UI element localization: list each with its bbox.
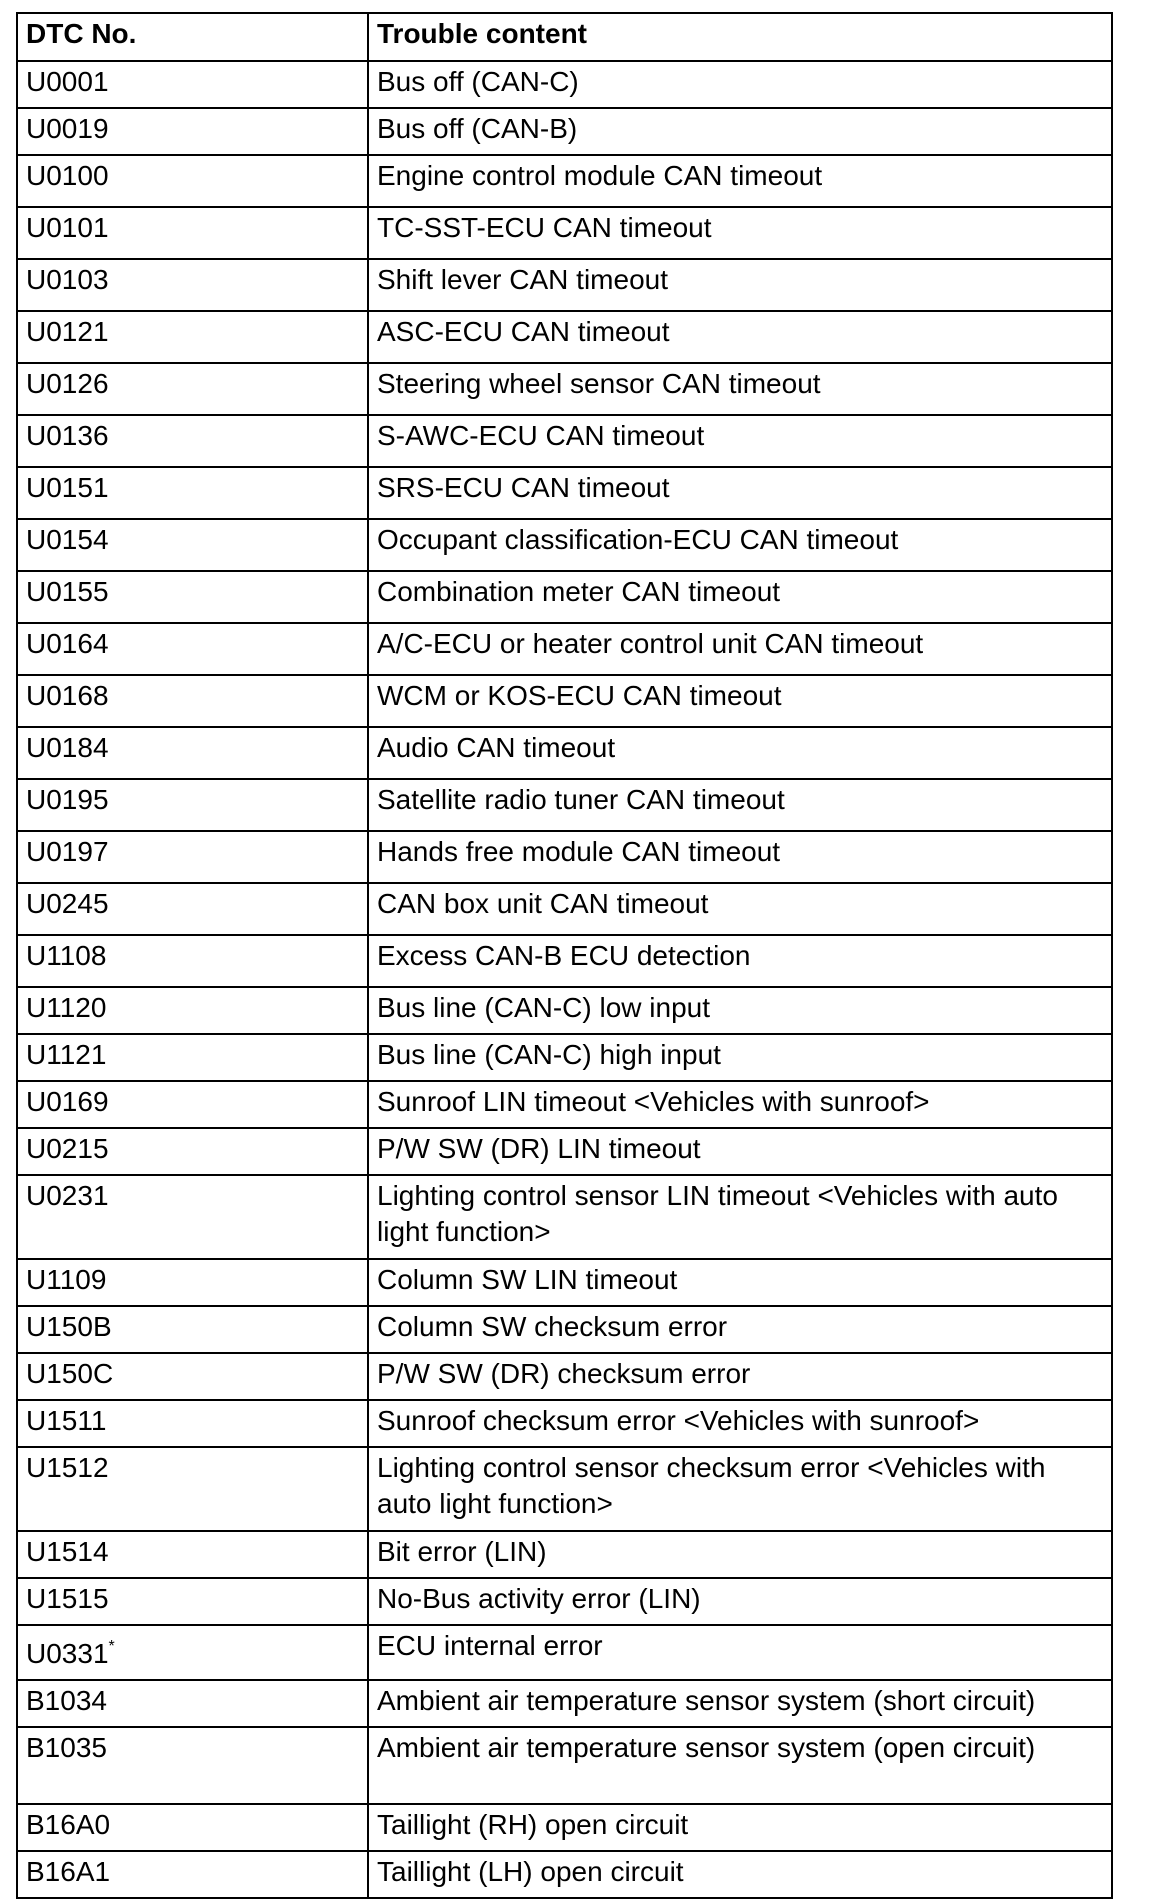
dtc-code-cell	[17, 935, 368, 987]
trouble-content-cell: ECU internal error	[368, 1625, 1112, 1680]
trouble-content-cell: TC-SST-ECU CAN timeout	[368, 207, 1112, 259]
trouble-content-cell: S-AWC-ECU CAN timeout	[368, 415, 1112, 467]
trouble-content-cell: Steering wheel sensor CAN timeout	[368, 363, 1112, 415]
dtc-code-cell	[17, 259, 368, 311]
table-row	[17, 1625, 1112, 1680]
trouble-content-cell: Ambient air temperature sensor system (short circuit)	[368, 1680, 1112, 1727]
dtc-code-cell	[17, 1306, 368, 1353]
dtc-code: U0331	[26, 1638, 109, 1669]
table-row	[17, 1851, 1112, 1898]
trouble-content-cell: Bus off (CAN-B)	[368, 108, 1112, 155]
trouble-content-cell: Bus line (CAN-C) high input	[368, 1034, 1112, 1081]
trouble-content-cell: Sunroof checksum error <Vehicles with sunroof>	[368, 1400, 1112, 1447]
trouble-content-cell: A/C-ECU or heater control unit CAN timeout	[368, 623, 1112, 675]
trouble-content-cell: Column SW LIN timeout	[368, 1259, 1112, 1306]
trouble-content-cell: Bus off (CAN-C)	[368, 61, 1112, 108]
dtc-code-cell	[17, 1680, 368, 1727]
trouble-content-cell: SRS-ECU CAN timeout	[368, 467, 1112, 519]
table-row	[17, 1680, 1112, 1727]
dtc-code: U0168	[26, 680, 109, 711]
trouble-content-cell: Excess CAN-B ECU detection	[368, 935, 1112, 987]
dtc-code-cell	[17, 987, 368, 1034]
table-row	[17, 987, 1112, 1034]
dtc-code-cell	[17, 675, 368, 727]
trouble-content-cell: CAN box unit CAN timeout	[368, 883, 1112, 935]
trouble-content-cell: Engine control module CAN timeout	[368, 155, 1112, 207]
dtc-code-cell	[17, 415, 368, 467]
dtc-code-cell	[17, 883, 368, 935]
trouble-content-cell: No-Bus activity error (LIN)	[368, 1578, 1112, 1625]
trouble-content-cell: Column SW checksum error	[368, 1306, 1112, 1353]
dtc-code: B1035	[26, 1732, 107, 1763]
dtc-code: U0019	[26, 113, 109, 144]
dtc-code: B16A0	[26, 1809, 111, 1840]
table-row	[17, 1259, 1112, 1306]
dtc-code-cell	[17, 623, 368, 675]
trouble-content-cell: Bus line (CAN-C) low input	[368, 987, 1112, 1034]
dtc-code: U0100	[26, 160, 109, 191]
dtc-code-cell	[17, 1531, 368, 1578]
dtc-code: U0121	[26, 316, 109, 347]
table-row	[17, 1727, 1112, 1804]
table-row	[17, 467, 1112, 519]
dtc-code: U150C	[26, 1358, 114, 1389]
table-body	[17, 61, 1112, 1898]
table-row	[17, 259, 1112, 311]
dtc-code: U1514	[26, 1536, 109, 1567]
dtc-code-cell	[17, 1851, 368, 1898]
dtc-code: U0215	[26, 1133, 109, 1164]
dtc-code: U1515	[26, 1583, 109, 1614]
dtc-code-cell	[17, 1447, 368, 1531]
trouble-content-cell: Lighting control sensor LIN timeout <Vehicles with auto light function>	[368, 1175, 1112, 1259]
table-row	[17, 155, 1112, 207]
table-row	[17, 363, 1112, 415]
trouble-content-cell: P/W SW (DR) LIN timeout	[368, 1128, 1112, 1175]
dtc-code: U0184	[26, 732, 109, 763]
dtc-code: U1108	[26, 940, 107, 971]
trouble-content-cell: Taillight (RH) open circuit	[368, 1804, 1112, 1851]
table-row	[17, 519, 1112, 571]
table-row	[17, 831, 1112, 883]
dtc-code-cell	[17, 1804, 368, 1851]
table-row	[17, 1447, 1112, 1531]
dtc-code: U150B	[26, 1311, 112, 1342]
table-row	[17, 1306, 1112, 1353]
trouble-content-cell: Shift lever CAN timeout	[368, 259, 1112, 311]
dtc-code: U0197	[26, 836, 109, 867]
trouble-content-cell: Hands free module CAN timeout	[368, 831, 1112, 883]
dtc-code-cell	[17, 155, 368, 207]
header-dtc-no: DTC No.	[17, 13, 368, 61]
dtc-code-cell	[17, 1400, 368, 1447]
dtc-code: U1511	[26, 1405, 107, 1436]
dtc-code-cell	[17, 1128, 368, 1175]
dtc-code-cell	[17, 1034, 368, 1081]
dtc-code-cell	[17, 311, 368, 363]
table-header-row	[17, 13, 1112, 61]
dtc-table-container	[16, 12, 1111, 1899]
dtc-code-cell	[17, 1578, 368, 1625]
trouble-content-cell: Bit error (LIN)	[368, 1531, 1112, 1578]
table-row	[17, 207, 1112, 259]
table-row	[17, 1531, 1112, 1578]
table-row	[17, 779, 1112, 831]
dtc-code-cell	[17, 363, 368, 415]
dtc-code: U0103	[26, 264, 109, 295]
table-row	[17, 1034, 1112, 1081]
dtc-code: U1121	[26, 1039, 107, 1070]
dtc-code: B1034	[26, 1685, 107, 1716]
dtc-code: U0151	[26, 472, 109, 503]
dtc-code: U0001	[26, 66, 109, 97]
dtc-code: U0136	[26, 420, 109, 451]
trouble-content-cell: P/W SW (DR) checksum error	[368, 1353, 1112, 1400]
dtc-code: U0245	[26, 888, 109, 919]
dtc-code: U0169	[26, 1086, 109, 1117]
dtc-code: U0154	[26, 524, 109, 555]
table-row	[17, 1804, 1112, 1851]
dtc-code-cell	[17, 467, 368, 519]
dtc-code: U0195	[26, 784, 109, 815]
table-row	[17, 883, 1112, 935]
dtc-code: U0101	[26, 212, 109, 243]
dtc-code-cell	[17, 779, 368, 831]
dtc-code-cell	[17, 1353, 368, 1400]
dtc-code: U0164	[26, 628, 109, 659]
table-row	[17, 1081, 1112, 1128]
trouble-content-cell: Lighting control sensor checksum error <Vehicles with auto light function>	[368, 1447, 1112, 1531]
dtc-code-cell	[17, 831, 368, 883]
table-row	[17, 415, 1112, 467]
dtc-code-cell	[17, 108, 368, 155]
trouble-content-cell: ASC-ECU CAN timeout	[368, 311, 1112, 363]
trouble-content-cell: Audio CAN timeout	[368, 727, 1112, 779]
dtc-code-cell	[17, 1625, 368, 1680]
trouble-content-cell: WCM or KOS-ECU CAN timeout	[368, 675, 1112, 727]
trouble-content-cell: Ambient air temperature sensor system (open circuit)	[368, 1727, 1112, 1804]
table-row	[17, 675, 1112, 727]
trouble-content-cell: Combination meter CAN timeout	[368, 571, 1112, 623]
dtc-code-cell	[17, 1727, 368, 1804]
table-row	[17, 1353, 1112, 1400]
dtc-code: U0126	[26, 368, 109, 399]
table-row	[17, 727, 1112, 779]
trouble-content-cell: Occupant classification-ECU CAN timeout	[368, 519, 1112, 571]
table-row	[17, 571, 1112, 623]
dtc-code: U1512	[26, 1452, 109, 1483]
dtc-code: U0231	[26, 1180, 109, 1211]
header-trouble-content: Trouble content	[368, 13, 1112, 61]
table-row	[17, 1175, 1112, 1259]
table-row	[17, 61, 1112, 108]
dtc-code-cell	[17, 1259, 368, 1306]
dtc-code: U1109	[26, 1264, 107, 1295]
trouble-content-cell: Sunroof LIN timeout <Vehicles with sunroof>	[368, 1081, 1112, 1128]
dtc-code-cell	[17, 519, 368, 571]
dtc-code-cell	[17, 571, 368, 623]
dtc-code-cell	[17, 1081, 368, 1128]
table-row	[17, 1128, 1112, 1175]
dtc-code: B16A1	[26, 1856, 111, 1887]
dtc-code: U0155	[26, 576, 109, 607]
dtc-code-cell	[17, 61, 368, 108]
table-row	[17, 623, 1112, 675]
dtc-code-cell	[17, 727, 368, 779]
dtc-table	[16, 12, 1113, 1899]
dtc-code: U1120	[26, 992, 107, 1023]
dtc-code-cell	[17, 1175, 368, 1259]
table-row	[17, 935, 1112, 987]
footnote-asterisk: *	[108, 1638, 115, 1655]
table-row	[17, 1578, 1112, 1625]
table-row	[17, 108, 1112, 155]
trouble-content-cell: Satellite radio tuner CAN timeout	[368, 779, 1112, 831]
trouble-content-cell: Taillight (LH) open circuit	[368, 1851, 1112, 1898]
table-row	[17, 1400, 1112, 1447]
dtc-code-cell	[17, 207, 368, 259]
table-row	[17, 311, 1112, 363]
